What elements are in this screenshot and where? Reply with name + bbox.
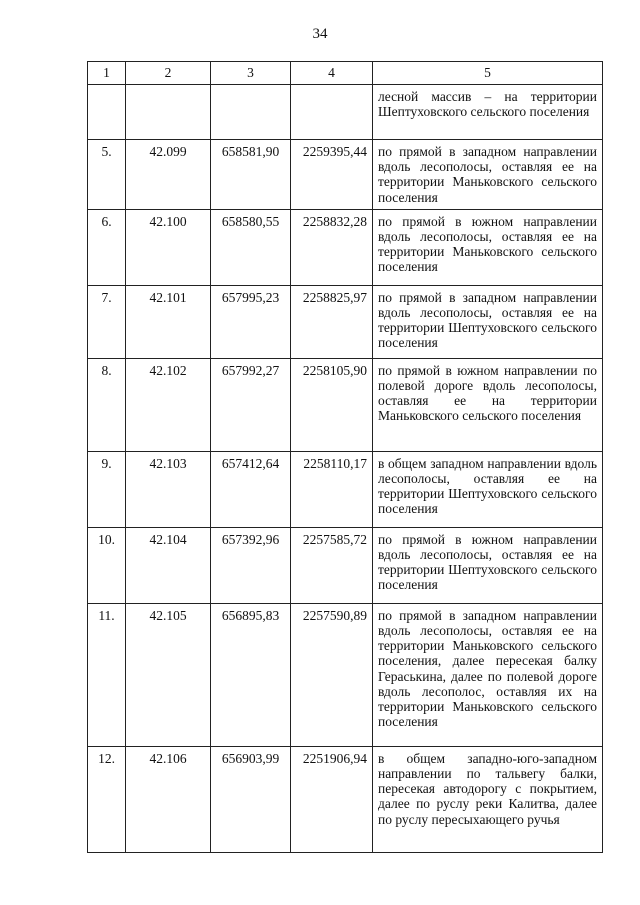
boundary-description: в общем западно-юго-западном направлении по тальвегу балки, пересекая автодорогу с покрытием, далее по руслу реки Калитва, далее по руслу пересыхающего ручья — [373, 746, 603, 852]
header-cell-1: 1 — [88, 62, 126, 85]
boundary-description: в общем западном направлении вдоль лесополосы, оставляя ее на территории Шептуховского сельского поселения — [373, 451, 603, 527]
row-number — [88, 85, 126, 140]
coordinate-y: 2257590,89 — [291, 603, 373, 746]
boundary-description: по прямой в западном направлении вдоль лесополосы, оставляя ее на территории Маньковского сельского поселения — [373, 140, 603, 210]
row-number: 11. — [88, 603, 126, 746]
boundary-table — [87, 61, 603, 853]
point-code: 42.105 — [126, 603, 211, 746]
coordinate-y: 2257585,72 — [291, 527, 373, 603]
boundary-description: лесной массив – на территории Шептуховского сельского поселения — [373, 85, 603, 140]
coordinate-y: 2258105,90 — [291, 358, 373, 451]
coordinate-y: 2259395,44 — [291, 140, 373, 210]
table-row — [88, 603, 603, 746]
coordinate-x: 656895,83 — [211, 603, 291, 746]
boundary-description: по прямой в южном направлении вдоль лесополосы, оставляя ее на территории Маньковского сельского поселения — [373, 209, 603, 285]
table-row — [88, 746, 603, 852]
point-code: 42.103 — [126, 451, 211, 527]
header-cell-3: 3 — [211, 62, 291, 85]
coordinate-x: 657992,27 — [211, 358, 291, 451]
row-number: 7. — [88, 285, 126, 358]
table-row — [88, 85, 603, 140]
point-code: 42.104 — [126, 527, 211, 603]
table-row — [88, 140, 603, 210]
point-code: 42.101 — [126, 285, 211, 358]
coordinate-x — [211, 85, 291, 140]
boundary-description: по прямой в южном направлении вдоль лесополосы, оставляя ее на территории Шептуховского сельского поселения — [373, 527, 603, 603]
point-code: 42.106 — [126, 746, 211, 852]
table-body — [88, 85, 603, 853]
row-number: 5. — [88, 140, 126, 210]
coordinate-y: 2258110,17 — [291, 451, 373, 527]
coordinate-y: 2258832,28 — [291, 209, 373, 285]
table-row — [88, 209, 603, 285]
point-code — [126, 85, 211, 140]
header-cell-5: 5 — [373, 62, 603, 85]
coordinate-x: 657392,96 — [211, 527, 291, 603]
header-cell-4: 4 — [291, 62, 373, 85]
row-number: 10. — [88, 527, 126, 603]
table-header — [88, 62, 603, 85]
point-code: 42.100 — [126, 209, 211, 285]
point-code: 42.099 — [126, 140, 211, 210]
header-cell-2: 2 — [126, 62, 211, 85]
table-row — [88, 451, 603, 527]
row-number: 8. — [88, 358, 126, 451]
coordinate-x: 657995,23 — [211, 285, 291, 358]
boundary-description: по прямой в западном направлении вдоль лесополосы, оставляя ее на территории Маньковского сельского поселения, далее пересекая балку Гераськина, далее по полевой дороге вдоль лесополос, оставляя их на территории Маньковского сельского поселения — [373, 603, 603, 746]
coordinate-y: 2258825,97 — [291, 285, 373, 358]
coordinate-x: 657412,64 — [211, 451, 291, 527]
row-number: 6. — [88, 209, 126, 285]
boundary-description: по прямой в западном направлении вдоль лесополосы, оставляя ее на территории Шептуховского сельского поселения — [373, 285, 603, 358]
coordinate-x: 658581,90 — [211, 140, 291, 210]
row-number: 12. — [88, 746, 126, 852]
table-row — [88, 285, 603, 358]
point-code: 42.102 — [126, 358, 211, 451]
coordinate-x: 656903,99 — [211, 746, 291, 852]
boundary-description: по прямой в южном направлении по полевой дороге вдоль лесополосы, оставляя ее на территории Маньковского сельского поселения — [373, 358, 603, 451]
coordinate-y — [291, 85, 373, 140]
table-row — [88, 527, 603, 603]
page-number: 34 — [312, 26, 328, 42]
table-row — [88, 358, 603, 451]
row-number: 9. — [88, 451, 126, 527]
header-row — [88, 62, 603, 85]
coordinate-y: 2251906,94 — [291, 746, 373, 852]
coordinate-x: 658580,55 — [211, 209, 291, 285]
